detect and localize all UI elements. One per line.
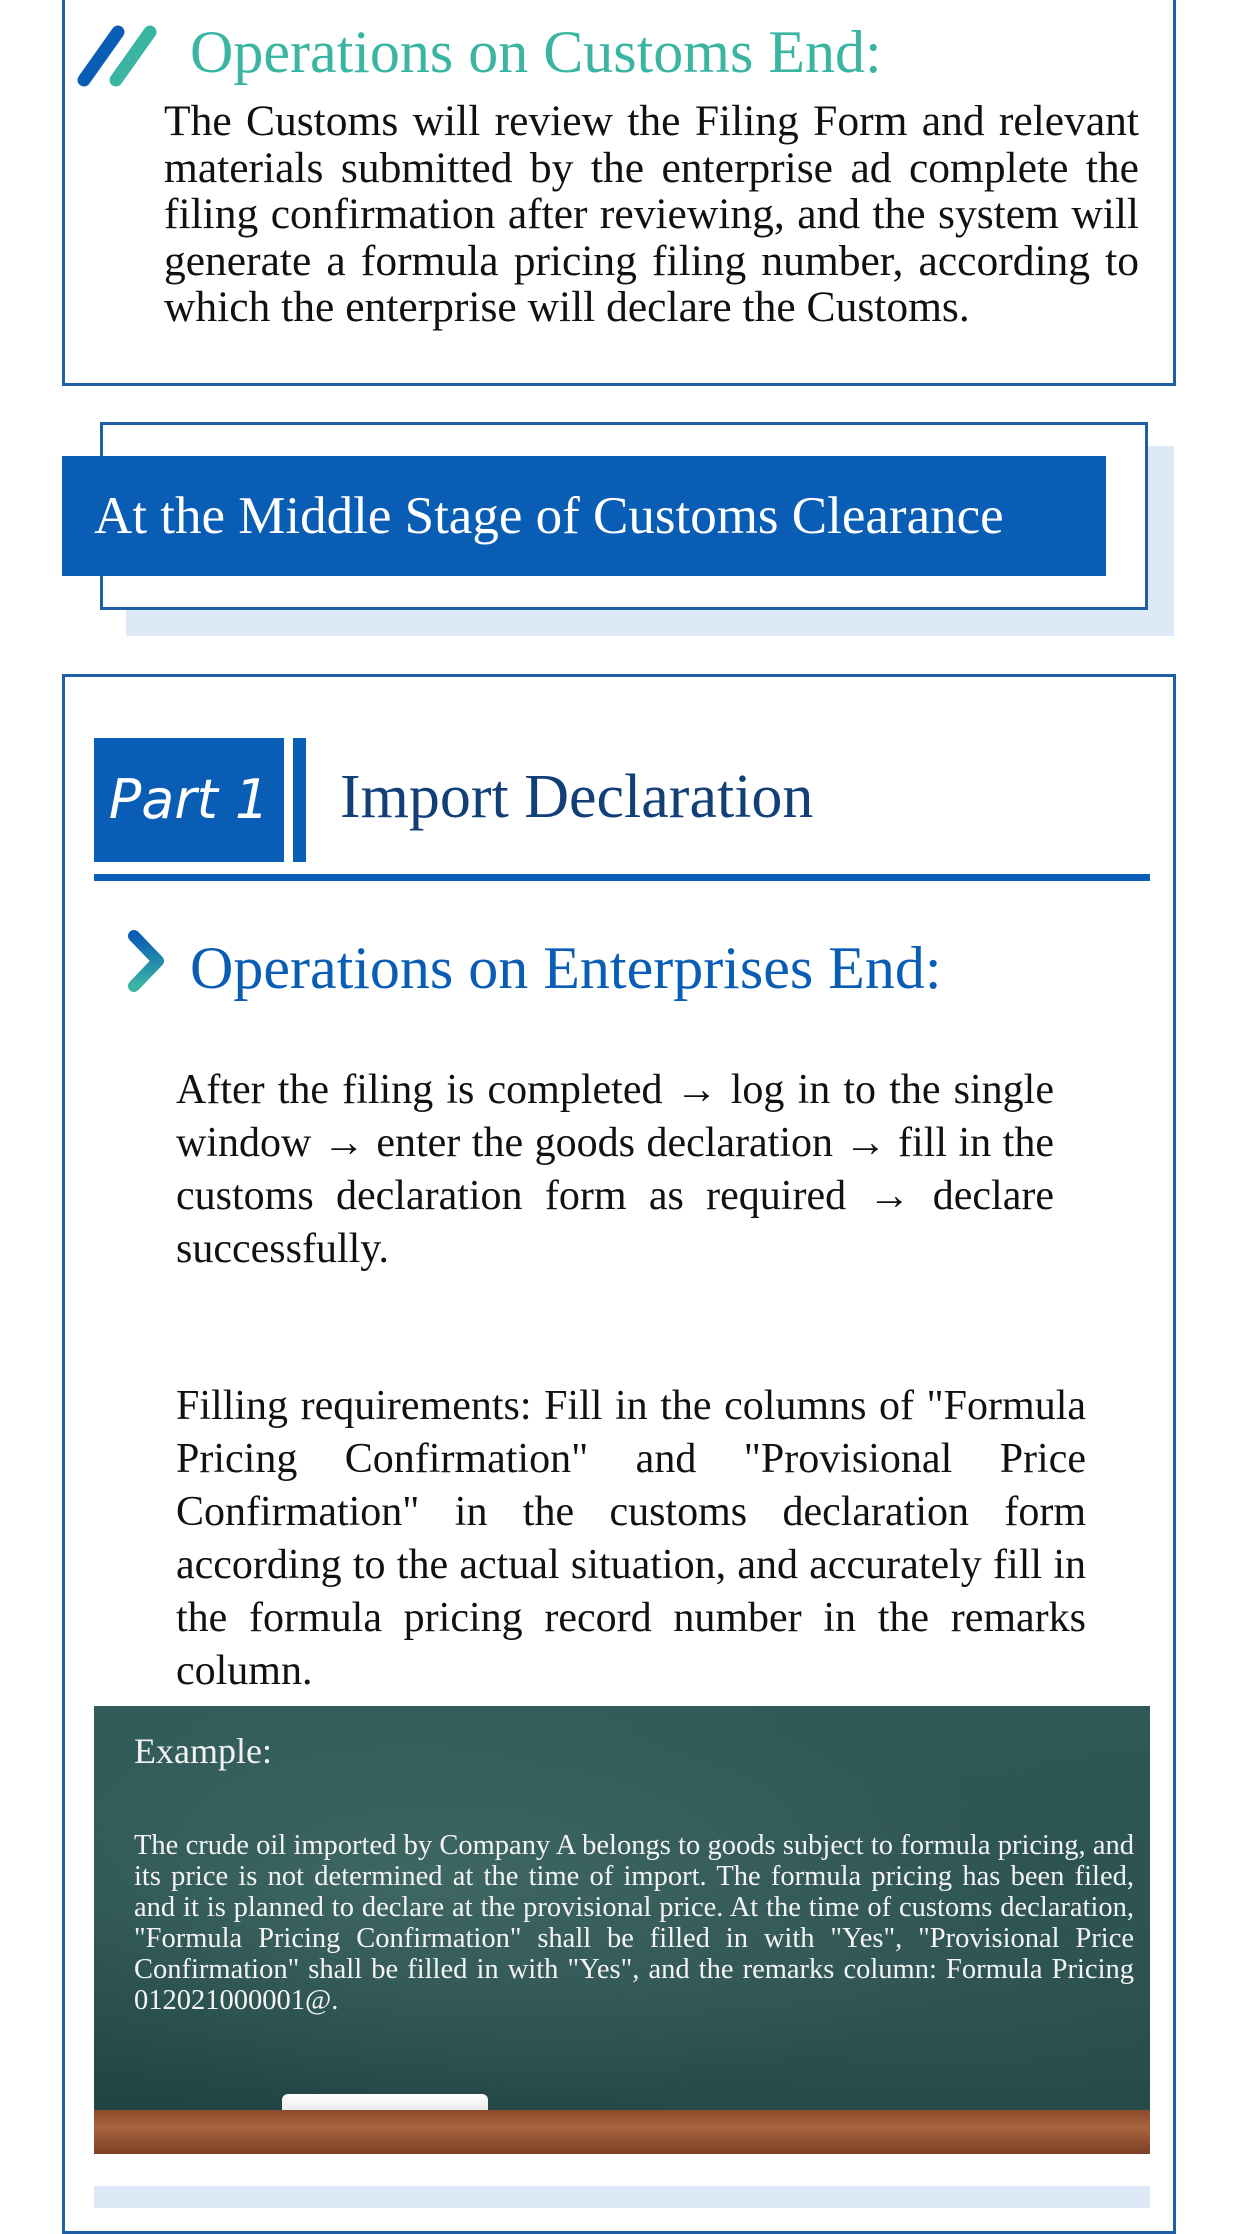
filling-requirements-paragraph: Filling requirements: Fill in the columns of "Formula Pricing Confirmation" and "Provisional Price Confirmation" in the customs declaration form according to the actual situation, and accurately fill in the formula pricing record number in the remarks column. (176, 1383, 1086, 1694)
chevron-right-icon (126, 930, 168, 992)
stage-banner-title: At the Middle Stage of Customs Clearance (62, 456, 1106, 576)
double-slash-icon (74, 24, 160, 88)
example-label: Example: (134, 1731, 272, 1771)
part-divider-bar (293, 738, 306, 862)
example-chalkboard (94, 1706, 1150, 2154)
part-underline (94, 874, 1150, 881)
customs-end-heading: Operations on Customs End: (190, 19, 882, 85)
part-title: Import Declaration (340, 763, 814, 831)
example-text: The crude oil imported by Company A belongs to goods subject to formula pricing, and its price is not determined at the time of import. The formula pricing has been filed, and it is planned to declare at the provisional price. At the time of customs declaration, "Formula Pricing Confirmation" shall be filled in with "Yes", "Provisional Price Confirmation" shall be filled in with "Yes", and the remarks column: Formula Pricing 012021000001@. (134, 1830, 1134, 2016)
part-badge: Part 1 (94, 738, 284, 862)
enterprises-end-heading: Operations on Enterprises End: (190, 935, 942, 1001)
customs-end-paragraph: The Customs will review the Filing Form and relevant materials submitted by the enterprise ad complete the filing confirmation after reviewing, and the system will generate a formula pricing filing number, according to which the enterprise will declare the Customs. (164, 97, 1139, 331)
chalkboard-ledge (94, 2110, 1150, 2154)
filing-steps-paragraph: After the filing is completed → log in to the single window → enter the goods declaration → fill in the customs declaration form as required → declare successfully. (176, 1067, 1054, 1272)
next-section-strip (94, 2186, 1150, 2208)
